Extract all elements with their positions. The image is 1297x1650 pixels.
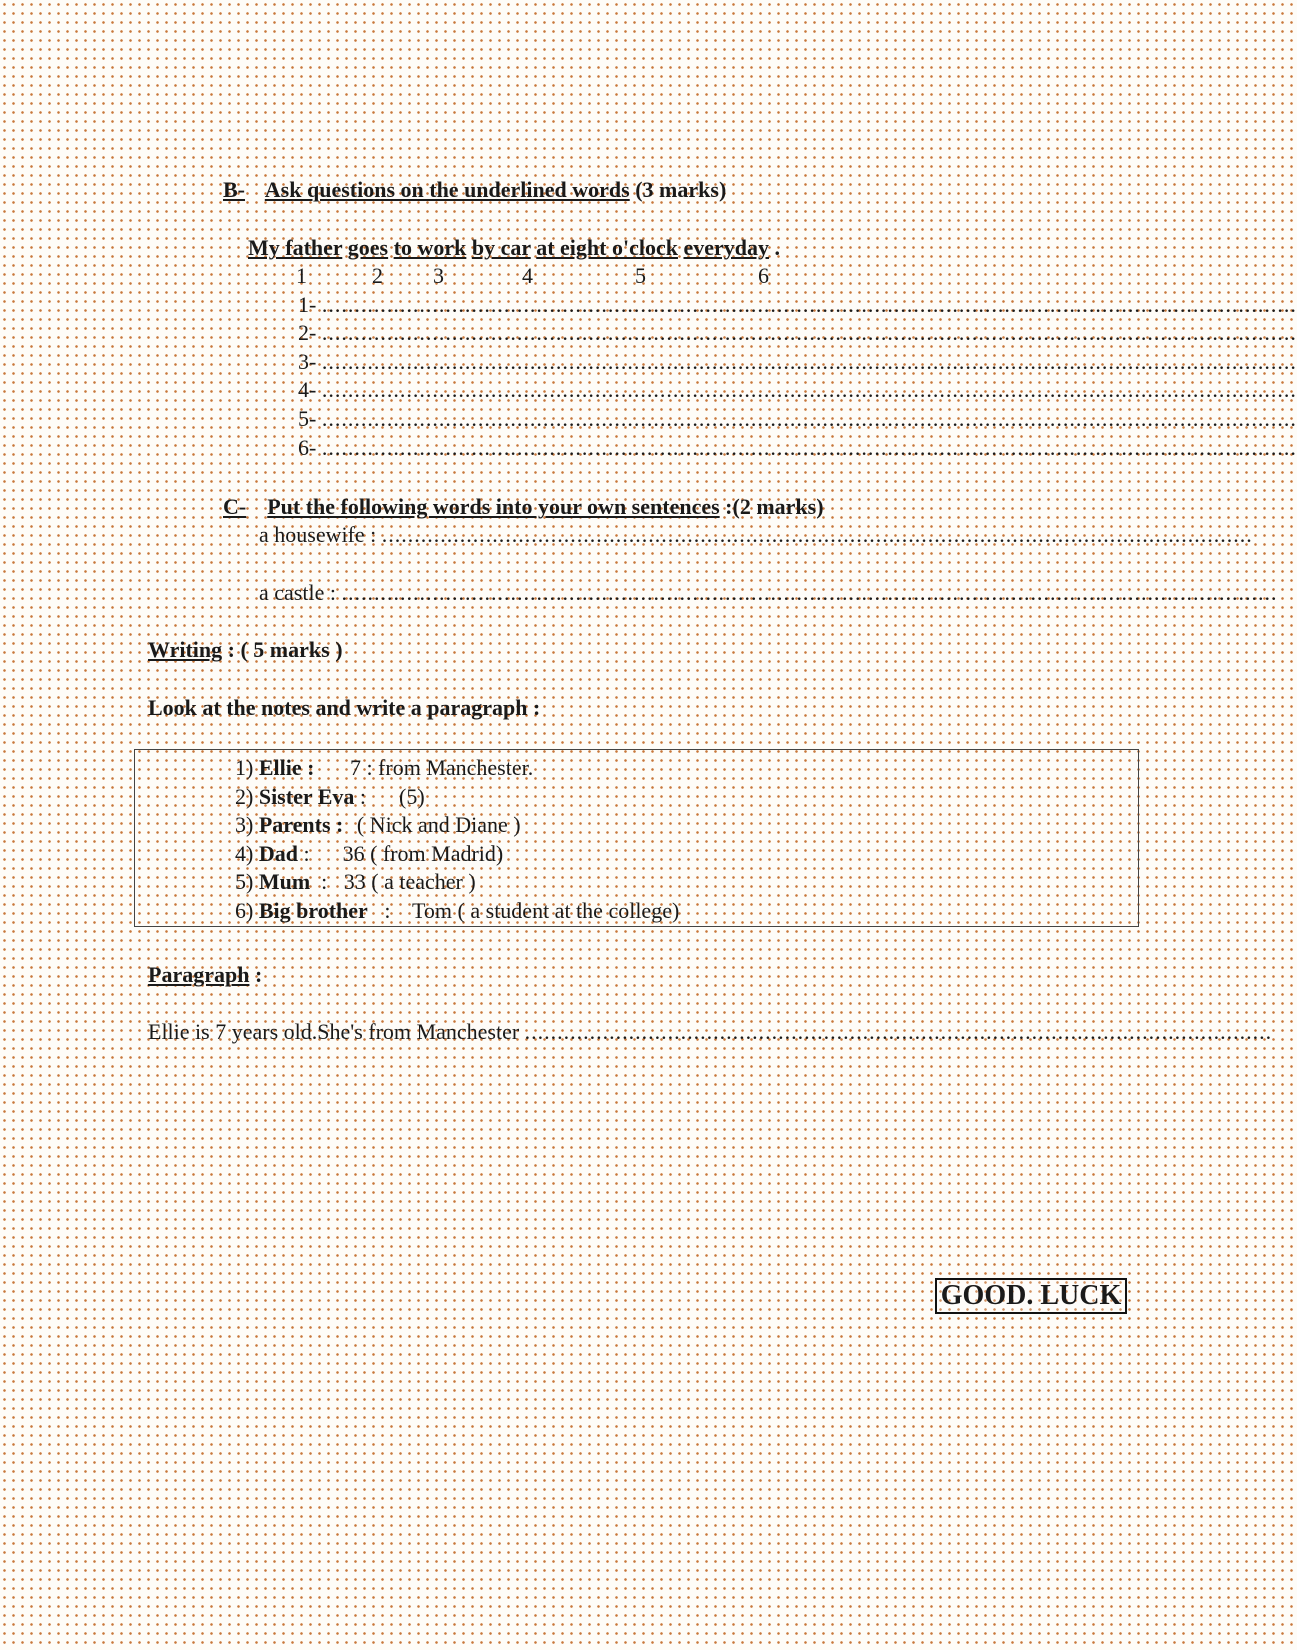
answer-dots: ...................................................................................................................................................... bbox=[321, 349, 1297, 374]
paragraph-heading bbox=[148, 962, 262, 988]
note-key: Dad bbox=[258, 841, 298, 866]
answer-label: 2- bbox=[298, 320, 317, 345]
section-c-label: C- bbox=[223, 494, 247, 519]
note-value: 7 : from Manchester. bbox=[349, 755, 534, 780]
underline-number-5: 5 bbox=[635, 263, 646, 288]
underline-numbers bbox=[0, 263, 1275, 291]
underline-number-6: 6 bbox=[758, 263, 769, 288]
sentence-line-housewife[interactable] bbox=[259, 522, 1253, 548]
note-item-1 bbox=[235, 755, 533, 781]
paragraph-title: Paragraph bbox=[148, 962, 250, 987]
writing-instruction: Look at the notes and write a paragraph : bbox=[148, 695, 541, 720]
section-c-title: Put the following words into your own sentences bbox=[267, 494, 720, 519]
target-sentence bbox=[248, 235, 780, 261]
sentence-part-1: My father bbox=[248, 235, 343, 260]
note-item-4 bbox=[235, 841, 503, 867]
sentence-part-4: by car bbox=[471, 235, 531, 260]
section-c-heading bbox=[223, 494, 824, 520]
sentence-part-3: to work bbox=[393, 235, 467, 260]
sentence-end: . bbox=[774, 235, 781, 260]
note-item-6 bbox=[235, 898, 679, 924]
sentence-part-2: goes bbox=[347, 235, 389, 260]
underline-number-4: 4 bbox=[522, 263, 533, 288]
answer-label: 5- bbox=[298, 406, 317, 431]
underline-number-1: 1 bbox=[296, 263, 307, 288]
note-value: : Tom ( a student at the college) bbox=[373, 898, 680, 923]
good-luck-box: GOOD. LUCK bbox=[935, 1278, 1127, 1314]
writing-heading bbox=[148, 637, 343, 663]
answer-dots: ...................................................................................................................................................... bbox=[321, 292, 1297, 317]
answer-dots: ...................................................................................................................................................... bbox=[321, 377, 1297, 402]
answer-label: 6- bbox=[298, 435, 317, 460]
note-number: 4) bbox=[235, 841, 254, 866]
section-c-marks: :(2 marks) bbox=[725, 494, 824, 519]
note-number: 2) bbox=[235, 784, 254, 809]
note-item-2 bbox=[235, 784, 425, 810]
answer-line-1[interactable] bbox=[298, 292, 1297, 318]
answer-label: 1- bbox=[298, 292, 317, 317]
writing-marks: : ( 5 marks ) bbox=[227, 637, 343, 662]
answer-line-4[interactable] bbox=[298, 377, 1297, 403]
notes-box bbox=[134, 749, 1139, 927]
paragraph-colon: : bbox=[254, 962, 263, 987]
answer-dots: ...................................................................................................................................................... bbox=[321, 435, 1297, 460]
note-value: : 36 ( from Madrid) bbox=[303, 841, 504, 866]
word-housewife: a housewife : bbox=[259, 522, 377, 547]
sentence-part-5: at eight o'clock bbox=[536, 235, 678, 260]
note-number: 3) bbox=[235, 812, 254, 837]
writing-title: Writing bbox=[148, 637, 223, 662]
note-number: 1) bbox=[235, 755, 254, 780]
answer-line-6[interactable] bbox=[298, 435, 1297, 461]
underline-number-2: 2 bbox=[372, 263, 383, 288]
sentence-dots: ...................................................................................................................................... bbox=[381, 522, 1253, 547]
note-item-3 bbox=[235, 812, 521, 838]
sentence-dots: ................................................................................................................................................ bbox=[341, 580, 1278, 605]
sentence-line-castle[interactable] bbox=[259, 580, 1278, 606]
section-b-title: Ask questions on the underlined words bbox=[264, 177, 630, 202]
note-key: Big brother bbox=[258, 898, 368, 923]
answer-line-3[interactable] bbox=[298, 349, 1297, 375]
answer-label: 4- bbox=[298, 377, 317, 402]
answer-line-5[interactable] bbox=[298, 406, 1297, 432]
note-value: : 33 ( a teacher ) bbox=[315, 869, 476, 894]
note-key: Sister Eva bbox=[258, 784, 355, 809]
paragraph-start: Ellie is 7 years old.She's from Manchester bbox=[148, 1019, 520, 1044]
note-value: ( Nick and Diane ) bbox=[356, 812, 521, 837]
note-key: Mum bbox=[258, 869, 311, 894]
section-b-marks: (3 marks) bbox=[635, 177, 727, 202]
answer-line-2[interactable] bbox=[298, 320, 1297, 346]
paragraph-dots: ................................................................................................................... bbox=[524, 1019, 1273, 1044]
answer-label: 3- bbox=[298, 349, 317, 374]
note-number: 5) bbox=[235, 869, 254, 894]
note-key: Parents : bbox=[258, 812, 344, 837]
underline-number-3: 3 bbox=[433, 263, 444, 288]
note-item-5 bbox=[235, 869, 476, 895]
note-value: : (5) bbox=[359, 784, 425, 809]
note-number: 6) bbox=[235, 898, 254, 923]
answer-dots: ...................................................................................................................................................... bbox=[321, 406, 1297, 431]
sentence-part-6: everyday bbox=[683, 235, 770, 260]
section-b-heading bbox=[223, 177, 726, 203]
note-key: Ellie : bbox=[258, 755, 315, 780]
section-b-label: B- bbox=[223, 177, 245, 202]
answer-dots: ...................................................................................................................................................... bbox=[321, 320, 1297, 345]
word-castle: a castle : bbox=[259, 580, 336, 605]
paragraph-line[interactable] bbox=[148, 1019, 1273, 1045]
